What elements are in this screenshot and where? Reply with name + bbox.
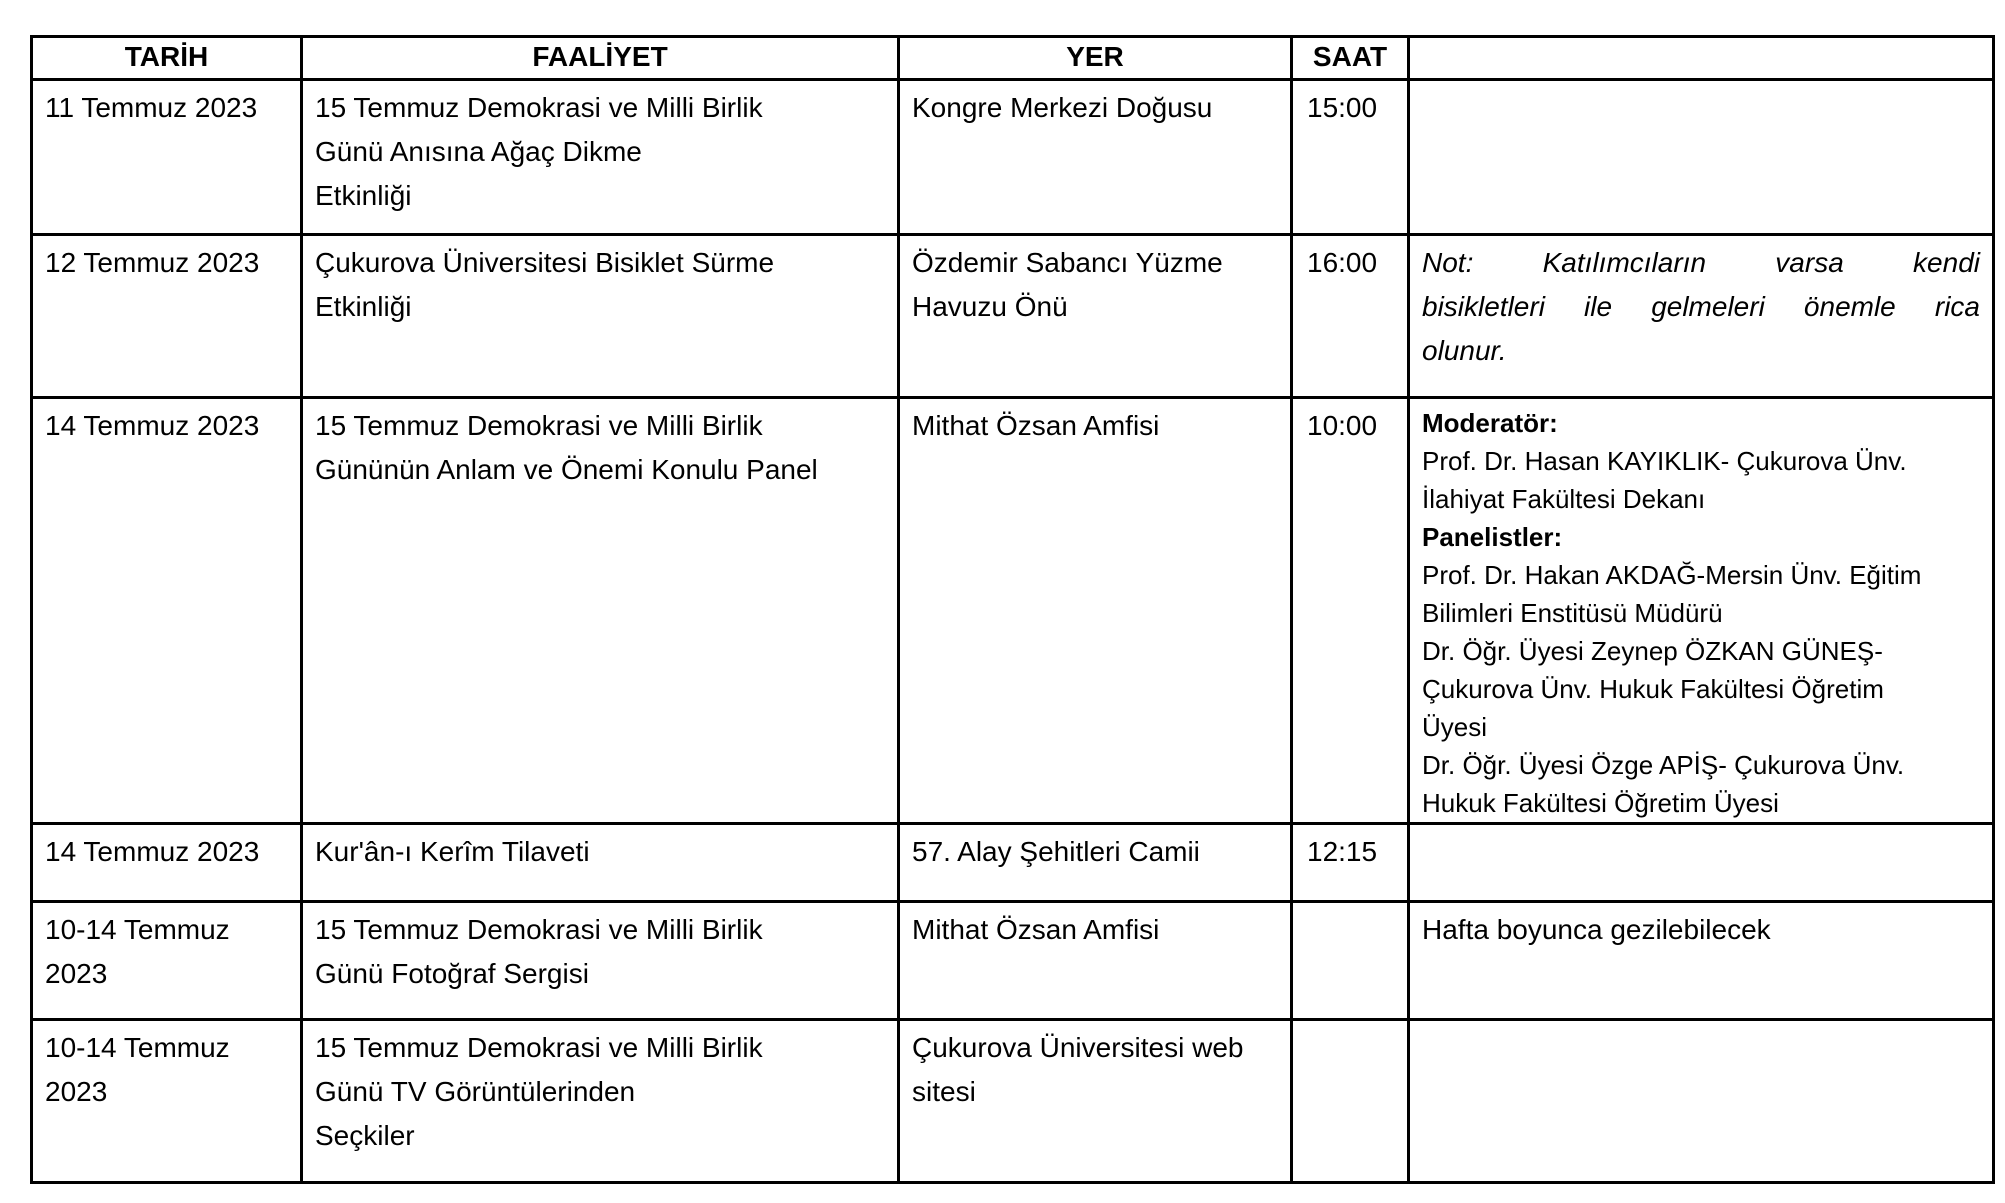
panel-role-label: Moderatör: (1422, 408, 1558, 438)
activity-text: 15 Temmuz Demokrasi ve Milli Birlik (315, 92, 763, 123)
time-cell (1292, 80, 1409, 235)
notes-cell (1409, 80, 1994, 235)
date-text: 10-14 Temmuz (45, 1032, 230, 1063)
table-row (32, 902, 1994, 1020)
panel-role-label: Panelistler: (1422, 522, 1563, 552)
place-cell (899, 235, 1292, 398)
table-row (32, 1020, 1994, 1183)
header-row (32, 37, 1994, 80)
date-text: 12 Temmuz 2023 (45, 247, 260, 278)
notes-cell (1409, 902, 1994, 1020)
activity-text: Çukurova Üniversitesi Bisiklet Sürme (315, 247, 775, 278)
place-text: Çukurova Üniversitesi web (912, 1032, 1244, 1063)
header-yer: YER (899, 37, 1292, 80)
panel-text: Dr. Öğr. Üyesi Zeynep ÖZKAN GÜNEŞ- (1422, 636, 1883, 666)
panel-text: Dr. Öğr. Üyesi Özge APİŞ- Çukurova Ünv. (1422, 750, 1905, 780)
time-cell (1292, 902, 1409, 1020)
time-cell (1292, 235, 1409, 398)
header-notes (1409, 37, 1994, 80)
time-cell (1292, 398, 1409, 824)
panel-info (1422, 404, 1980, 822)
place-cell (899, 398, 1292, 824)
place-text: 57. Alay Şehitleri Camii (912, 836, 1200, 867)
panel-text: Üyesi (1422, 712, 1488, 742)
notes-cell (1409, 824, 1994, 902)
place-text: Mithat Özsan Amfisi (912, 410, 1160, 441)
date-text: 2023 (45, 958, 108, 989)
table-row (32, 398, 1994, 824)
note-text: Not: Katılımcıların varsa kendi (1422, 247, 1980, 278)
notes-cell (1409, 398, 1994, 824)
time-text: 10:00 (1307, 410, 1378, 441)
date-text: 11 Temmuz 2023 (45, 92, 258, 123)
activity-cell (302, 824, 899, 902)
place-cell (899, 824, 1292, 902)
time-cell (1292, 1020, 1409, 1183)
panel-text: Çukurova Ünv. Hukuk Fakültesi Öğretim (1422, 674, 1884, 704)
date-cell (32, 824, 302, 902)
activity-text: 15 Temmuz Demokrasi ve Milli Birlik (315, 914, 763, 945)
time-text: 16:00 (1307, 247, 1378, 278)
date-cell (32, 398, 302, 824)
panel-text: Bilimleri Enstitüsü Müdürü (1422, 598, 1723, 628)
activity-text: 15 Temmuz Demokrasi ve Milli Birlik (315, 1032, 763, 1063)
schedule-table (30, 35, 1995, 1184)
header-tarih: TARİH (32, 37, 302, 80)
activity-text: Seçkiler (315, 1120, 415, 1151)
panel-text: İlahiyat Fakültesi Dekanı (1422, 484, 1706, 514)
note-text: bisikletleri ile gelmeleri önemle rica (1422, 291, 1980, 322)
time-cell (1292, 824, 1409, 902)
note-text: Hafta boyunca gezilebilecek (1422, 914, 1771, 945)
panel-text: Hukuk Fakültesi Öğretim Üyesi (1422, 788, 1779, 818)
date-text: 14 Temmuz 2023 (45, 410, 260, 441)
date-text: 10-14 Temmuz (45, 914, 230, 945)
note-text: olunur. (1422, 335, 1507, 366)
activity-text: Etkinliği (315, 291, 412, 322)
date-cell (32, 902, 302, 1020)
notes-cell (1409, 1020, 1994, 1183)
date-cell (32, 80, 302, 235)
panel-text: Prof. Dr. Hasan KAYIKLIK- Çukurova Ünv. (1422, 446, 1907, 476)
activity-text: Gününün Anlam ve Önemi Konulu Panel (315, 454, 818, 485)
activity-cell (302, 80, 899, 235)
activity-text: Günü Anısına Ağaç Dikme (315, 136, 642, 167)
date-cell (32, 235, 302, 398)
activity-cell (302, 235, 899, 398)
activity-text: 15 Temmuz Demokrasi ve Milli Birlik (315, 410, 763, 441)
place-text: Kongre Merkezi Doğusu (912, 92, 1213, 123)
place-text: sitesi (912, 1076, 976, 1107)
activity-cell (302, 902, 899, 1020)
date-text: 14 Temmuz 2023 (45, 836, 260, 867)
table-row (32, 80, 1994, 235)
time-text: 15:00 (1307, 92, 1378, 123)
activity-text: Günü TV Görüntülerinden (315, 1076, 636, 1107)
activity-text: Etkinliği (315, 180, 412, 211)
place-cell (899, 902, 1292, 1020)
panel-text: Prof. Dr. Hakan AKDAĞ-Mersin Ünv. Eğitim (1422, 560, 1922, 590)
place-cell (899, 1020, 1292, 1183)
date-cell (32, 1020, 302, 1183)
place-text: Mithat Özsan Amfisi (912, 914, 1160, 945)
activity-text: Günü Fotoğraf Sergisi (315, 958, 589, 989)
notes-cell (1409, 235, 1994, 398)
place-text: Özdemir Sabancı Yüzme (912, 247, 1223, 278)
activity-cell (302, 398, 899, 824)
place-cell (899, 80, 1292, 235)
date-text: 2023 (45, 1076, 108, 1107)
table-row (32, 824, 1994, 902)
table-row (32, 235, 1994, 398)
activity-cell (302, 1020, 899, 1183)
activity-text: Kur'ân-ı Kerîm Tilaveti (315, 836, 590, 867)
header-saat: SAAT (1292, 37, 1409, 80)
time-text: 12:15 (1307, 836, 1378, 867)
place-text: Havuzu Önü (912, 291, 1068, 322)
header-faaliyet: FAALİYET (302, 37, 899, 80)
